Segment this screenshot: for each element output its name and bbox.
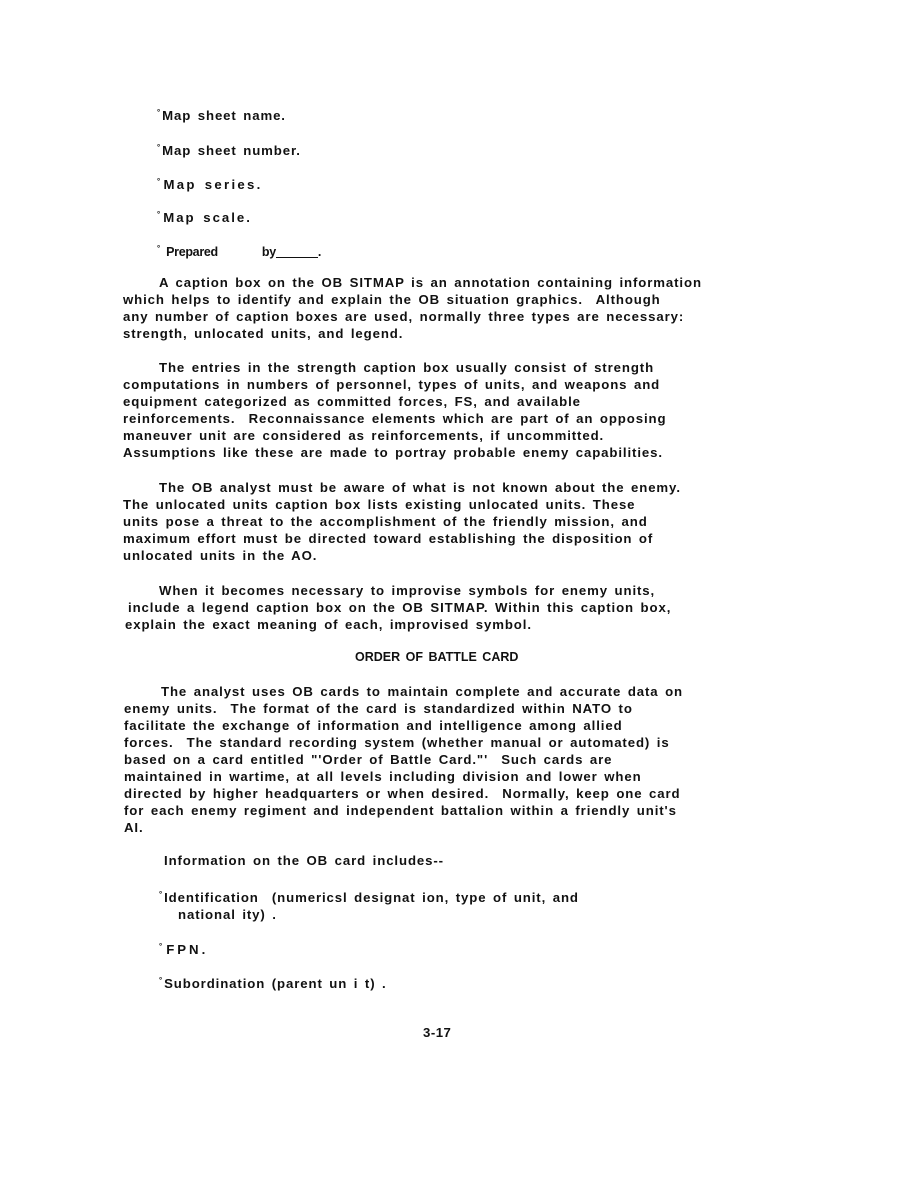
- bullet-map-sheet-name: °Map sheet name.: [157, 108, 286, 123]
- degree-bullet-icon: °: [159, 976, 164, 985]
- degree-bullet-icon: °: [157, 244, 160, 253]
- bullet-map-series: °Map series.: [157, 177, 263, 192]
- degree-bullet-icon: °: [159, 890, 164, 899]
- degree-bullet-icon: °: [157, 143, 162, 152]
- bullet-fpn: °FPN.: [159, 942, 209, 957]
- bullet-identification: °Identification (numericsl designat ion, type of unit, and: [159, 890, 579, 905]
- bullet-subordination: °Subordination (parent un i t) .: [159, 976, 387, 991]
- page-number: 3-17: [423, 1025, 452, 1040]
- bullet-identification-continued: national ity) .: [178, 907, 277, 922]
- degree-bullet-icon: °: [157, 210, 163, 219]
- section-heading: ORDER OF BATTLE CARD: [355, 650, 519, 664]
- degree-bullet-icon: °: [157, 177, 163, 186]
- fill-in-blank: [276, 245, 318, 258]
- bullet-map-sheet-number: °Map sheet number.: [157, 143, 301, 158]
- degree-bullet-icon: °: [157, 108, 162, 117]
- bullet-map-scale: °Map scale.: [157, 210, 252, 225]
- info-intro: Information on the OB card includes--: [164, 853, 444, 868]
- degree-bullet-icon: °: [159, 942, 166, 951]
- document-page: °Map sheet name. °Map sheet number. °Map series. °Map scale. ° Prepared by . A caption box on the OB SITMAP is an annotation containing information which helps to identify and explain the OB situation graphics. Although any number of caption boxes are used, normally three types are necessary: strength, unlocated units, and legend. The entries in the strength caption box usually consist of strength computations in numbers of personnel, types of units, and weapons and equipment categorized as committed forces, FS, and available reinforcements. Reconnaissance elements which are part of an opposing maneuver unit are considered as reinforcements, if uncommitted. Assumptions like these are made to portray probable enemy capabilities. The OB analyst must be aware of what is not known about the enemy. The unlocated units caption box lists existing unlocated units. These units pose a threat to the accomplishment of the friendly mission, and maximum effort must be directed toward establishing the disposition of unlocated units in the AO. When it becomes necessary to improvise symbols for enemy units, include a legend caption box on the OB SITMAP. Within this caption box, explain the exact meaning of each, improvised symbol. ORDER OF BATTLE CARD The analyst uses OB cards to maintain complete and accurate data on enemy units. The format of the card is standardized within NATO to facilitate the exchange of information and intelligence among allied forces. The standard recording system (whether manual or automated) is based on a card entitled "'Order of Battle Card."' Such cards are maintained in wartime, at all levels including division and lower when directed by higher headquarters or when desired. Normally, keep one card for each enemy regiment and independent battalion within a friendly unit's AI. Information on the OB card includes-- °Identification (numericsl designat ion, type of unit, and national ity) . °FPN. °Subordination (parent un i t) . 3-17: [0, 0, 920, 1199]
- bullet-prepared-by: ° Prepared by .: [157, 244, 322, 259]
